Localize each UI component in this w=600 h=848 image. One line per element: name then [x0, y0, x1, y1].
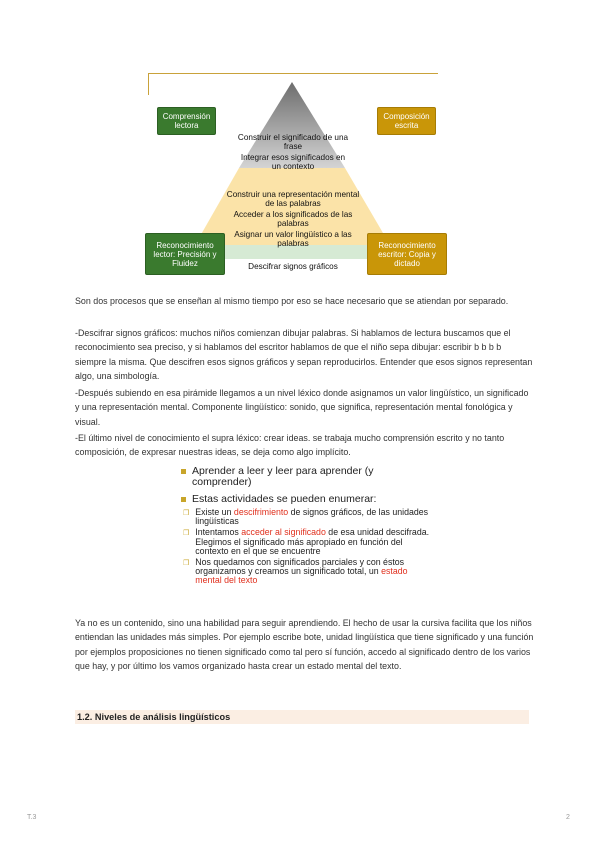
paragraph-2: -Descifrar signos gráficos: muchos niños comienzan dibujar palabras. Si hablamos de lectura buscamos que el reconocimiento sea preciso, y si hablamos del escritor hablamos de que el niño sepa dibujar: escribir b b b b siempre la misma. Que descifren esos signos gráficos y sepan reproducirlos. Entender que esos signos representan algo, una simbología.	[75, 328, 533, 381]
sub-bullet-icon: ❒	[183, 510, 190, 517]
sub-bullet-icon: ❒	[183, 530, 190, 538]
section-heading: 1.2. Niveles de análisis lingüísticos	[75, 710, 529, 724]
paragraph-1: Son dos procesos que se enseñan al mismo tiempo por eso se hace necesario que se atiendan por separado.	[75, 296, 509, 306]
sub-bullet-icon: ❒	[183, 560, 190, 568]
slide-subbullet-2: ❒ Intentamos acceder al significado de esa unidad descifrada. Elegimos el significado más apropiado en función del contexto en el que se encuentre	[183, 527, 430, 556]
pyramid-text-base: Descifrar signos gráficos	[248, 262, 338, 271]
figure-frame-left-border	[148, 73, 149, 95]
pyramid-text-top-1: Construir el significado de una frase	[237, 133, 349, 151]
page-number: 2	[566, 814, 570, 821]
box-composicion-escrita: Composición escrita	[377, 107, 436, 135]
pyramid-text-mid-2: Acceder a los significados de las palabras	[233, 210, 353, 228]
paragraph-4: -El último nivel de conocimiento el supra léxico: crear ideas. se trabaja mucho comprensión escrito y no tanto composición, de expresar nuestras ideas, se deja como algo implícito.	[75, 433, 505, 458]
box-reconocimiento-escritor: Reconocimiento escritor: Copia y dictado	[367, 233, 447, 275]
slide-image	[175, 466, 430, 608]
pyramid-text-mid-3: Asignar un valor lingüístico a las palabras	[234, 230, 352, 248]
pyramid-text-top-2: Integrar esos significados en un contexto	[240, 153, 346, 171]
footer-left-label: T.3	[27, 814, 37, 821]
slide-bullet-2: Estas actividades se pueden enumerar:	[175, 494, 430, 505]
paragraph-3: -Después subiendo en esa pirámide llegamos a un nivel léxico donde asignamos un valor lingüístico, un significado y una representación mental. Componente lingüístico: sonido, que significa, representación mental fonológica y visual.	[75, 388, 529, 427]
bullet-square-icon	[181, 469, 186, 474]
slide-subbullet-3: ❒ Nos quedamos con significados parciales y con éstos organizamos y creamos un significado total, un estado mental del texto	[183, 557, 408, 586]
bullet-square-icon	[181, 497, 186, 502]
pyramid-text-mid-1: Construir una representación mental de las palabras	[226, 190, 360, 208]
box-comprension-lectora: Comprensión lectora	[157, 107, 216, 135]
paragraph-5: Ya no es un contenido, sino una habilidad para seguir aprendiendo. El hecho de usar la cursiva facilita que los niños entiendan las unidades más simples. Por ejemplo escribe bote, unidad lingüística que tiene significado y una función por ejemplos proposiciones no tienen significado como tal pero sí función, accedo al significado dentro de los varios que hay, y por último los vamos organizado hasta crear un estado mental del texto.	[75, 618, 534, 671]
slide-subbullet-1: ❒ Existe un descifrimiento de signos gráficos, de las unidades lingüísticas	[183, 507, 429, 527]
slide-bullet-1: Aprender a leer y leer para aprender (y comprender)	[175, 466, 430, 488]
box-reconocimiento-lector: Reconocimiento lector: Precisión y Fluidez	[145, 233, 225, 275]
figure-frame-top-border	[148, 73, 438, 74]
